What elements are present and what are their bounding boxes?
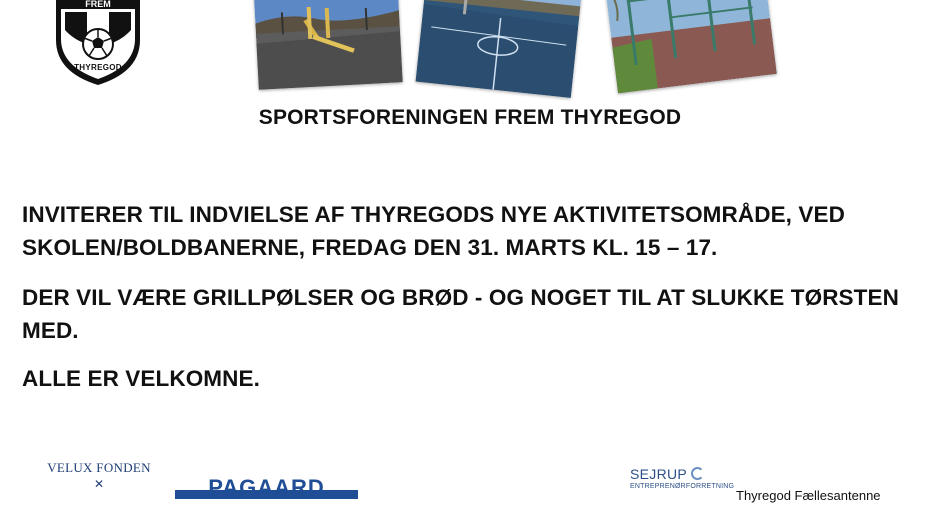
velux-emblem-icon: ✕ [93,477,105,491]
crest-club-text: FREM [85,0,111,9]
invitation-line-2: SKOLEN/BOLDBANERNE, FREDAG DEN 31. MARTS KL. 15 – 17. [22,235,718,260]
invitation-line-1: INVITERER TIL INDVIELSE AF THYREGODS NYE AKTIVITETSOMRÅDE, VED [22,202,845,227]
club-crest-logo [52,0,144,86]
sejrup-name: SEJRUP [630,466,688,482]
velux-fonden-logo [46,460,152,492]
pagaard-logo [175,476,358,500]
pagaard-name: PAGAARD [208,475,325,500]
velux-fonden-name: VELUX FONDEN [47,460,151,475]
crest-town-text: THYREGOD [74,63,122,72]
food-paragraph [22,281,912,347]
sejrup-ring-icon [691,467,704,480]
court-photo [416,0,583,98]
food-line-1: DER VIL VÆRE GRILLPØLSER OG BRØD - OG NOGET TIL AT SLUKKE TØRSTEN [22,285,899,310]
thyregod-faellesantenne-sponsor: Thyregod Fællesantenne [736,488,881,503]
sejrup-subtitle: ENTREPRENØRFORRETNING [630,483,735,490]
invitation-paragraph [22,198,912,264]
page-title: SPORTSFORENINGEN FREM THYREGOD [258,106,682,129]
food-line-2: MED. [22,318,79,343]
welcome-text: ALLE ER VELKOMNE. [22,366,260,391]
sejrup-logo [630,466,734,490]
fitness-area-photo [605,0,777,93]
playground-photo [253,0,402,90]
